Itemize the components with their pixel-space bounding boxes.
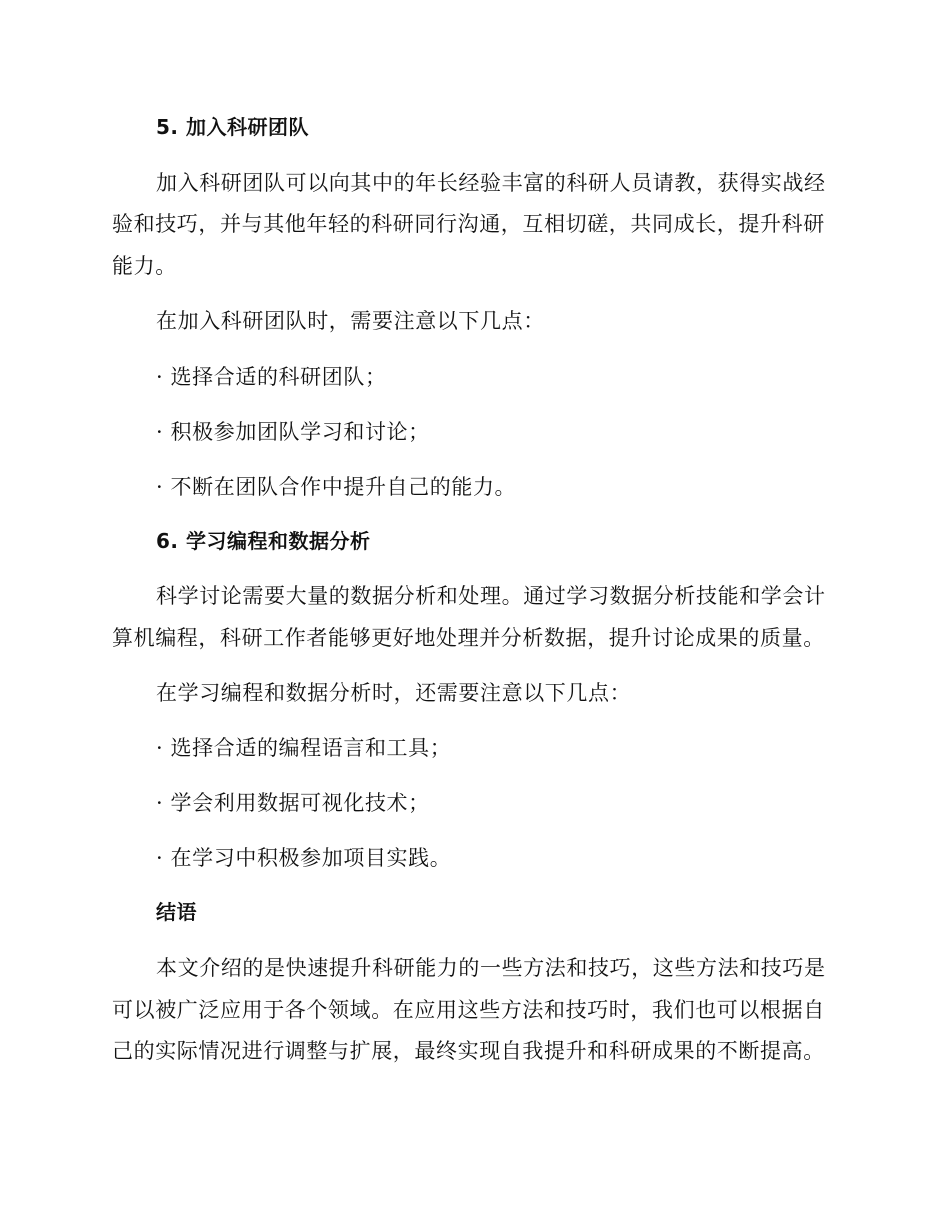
paragraph-line: 科学讨论需要大量的数据分析和处理。通过学习数据分析技能和学会计 [156, 584, 826, 608]
paragraph-line: 验和技巧，并与其他年轻的科研同行沟通，互相切磋，共同成长，提升科研 [112, 212, 825, 236]
paragraph-line: 算机编程，科研工作者能够更好地处理并分析数据，提升讨论成果的质量。 [112, 626, 825, 650]
section-heading: 结语 [156, 900, 197, 924]
bullet-item: · 积极参加团队学习和讨论； [156, 420, 430, 444]
bullet-item: · 选择合适的编程语言和工具； [156, 736, 452, 760]
bullet-item: · 选择合适的科研团队； [156, 365, 387, 389]
paragraph-line: 可以被广泛应用于各个领域。在应用这些方法和技巧时，我们也可以根据自 [112, 998, 825, 1022]
paragraph-line: 本文介绍的是快速提升科研能力的一些方法和技巧，这些方法和技巧是 [156, 956, 826, 980]
paragraph-line: 能力。 [112, 254, 177, 278]
paragraph-line: 在加入科研团队时，需要注意以下几点： [156, 309, 545, 333]
paragraph-line: 加入科研团队可以向其中的年长经验丰富的科研人员请教，获得实战经 [156, 171, 826, 195]
bullet-item: · 学会利用数据可视化技术； [156, 791, 430, 815]
bullet-item: · 在学习中积极参加项目实践。 [156, 846, 452, 870]
paragraph-line: 己的实际情况进行调整与扩展，最终实现自我提升和科研成果的不断提高。 [112, 1039, 825, 1063]
section-heading: 6. 学习编程和数据分析 [156, 529, 371, 553]
paragraph-line: 在学习编程和数据分析时，还需要注意以下几点： [156, 681, 632, 705]
bullet-item: · 不断在团队合作中提升自己的能力。 [156, 475, 517, 499]
section-heading: 5. 加入科研团队 [156, 115, 309, 139]
